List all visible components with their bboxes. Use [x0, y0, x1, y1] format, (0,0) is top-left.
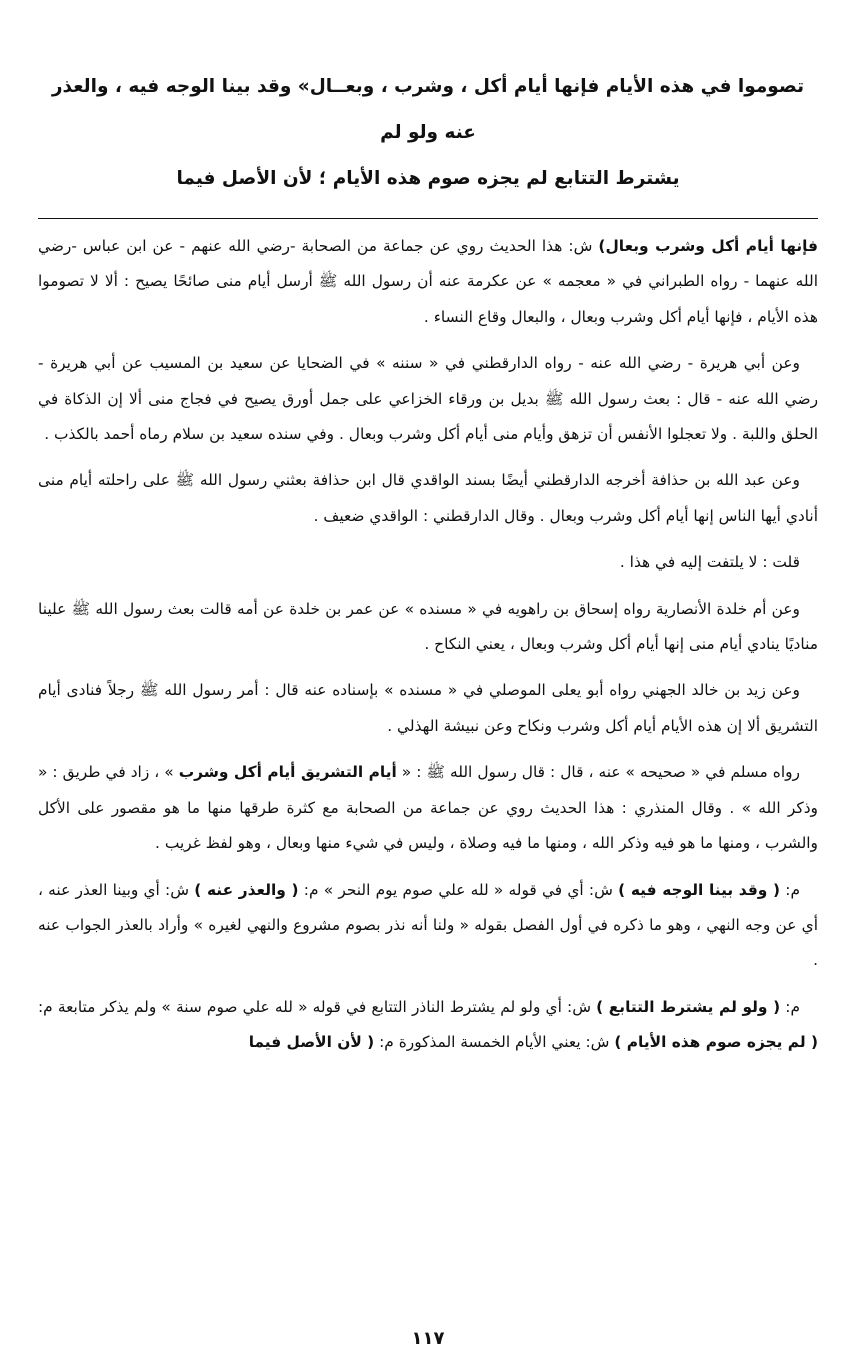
- matn-quote: ( لأن الأصل فيما: [248, 1033, 375, 1052]
- commentary-text: وعن أم خلدة الأنصارية رواه إسحاق بن راهويه في « مسنده » عن عمر بن خلدة عن أمه قالت بعث رسول الله ﷺ علينا مناديًا ينادي أيام منى إنها أيام أكل وشرب وبعال ، يعني النكاح .: [38, 599, 818, 654]
- commentary-paragraph-5: [38, 592, 818, 663]
- commentary-text: ش: أي في قوله « لله علي صوم يوم النحر » م:: [298, 880, 619, 899]
- commentary-paragraph-9: [38, 990, 818, 1061]
- document-page: [38, 64, 818, 1367]
- matn-quote: ( وقد بينا الوجه فيه ): [618, 880, 781, 899]
- matn-line-1: تصوموا في هذه الأيام فإنها أيام أكل ، وشرب ، وبعــال» وقد بينا الوجه فيه ، والعذر عنه ولو لم: [51, 76, 805, 143]
- commentary-paragraph-4: [38, 545, 818, 580]
- commentary-text: وعن زيد بن خالد الجهني رواه أبو يعلى الموصلي في « مسنده » بإسناده عنه قال : أمر رسول الله ﷺ رجلاً فنادى أيام التشريق ألا إن هذه الأيام أيام أكل وشرب ونكاح وعن نبيشة الهذلي .: [38, 681, 818, 735]
- commentary-text: ش: أي ولو لم يشترط الناذر التتابع في قوله « لله علي صوم سنة » ولم يذكر متابعة م:: [38, 997, 597, 1016]
- commentary-paragraph-2: [38, 346, 818, 452]
- matn-text: [38, 64, 818, 202]
- matn-quote: ( ولو لم يشترط التتابع ): [596, 997, 781, 1016]
- commentary-text: » ، زاد في طريق : « وذكر الله » . وقال المنذري : هذا الحديث روي عن جماعة من الصحابة مع كثرة طرقها منها ما هو مقصور على الأكل والشرب ، ومنها ما هو فيه وذكر الله ، ومنها ما فيه وصلاة ، وليس في شيء منها وبعال ، وهو لفظ غريب .: [38, 763, 818, 853]
- page-number: ١١٧: [411, 1328, 445, 1349]
- commentary-paragraph-1: [38, 229, 818, 335]
- commentary-paragraph-7: [38, 755, 818, 861]
- matn-line-2: يشترط التتابع لم يجزه صوم هذه الأيام ؛ لأن الأصل فيما: [176, 168, 680, 189]
- commentary-text: م:: [780, 997, 800, 1016]
- commentary-text: وعن عبد الله بن حذافة أخرجه الدارقطني أيضًا بسند الواقدي قال ابن حذافة بعثني رسول الله ﷺ على راحلته أيام منى أنادي أيها الناس إنها أيام أكل وشرب وبعال . وقال الدارقطني : الواقدي ضعيف .: [38, 471, 818, 525]
- commentary-text: ش: هذا الحديث روي عن جماعة من الصحابة -رضي الله عنهم - عن ابن عباس -رضي الله عنهما - رواه الطبراني في « معجمه » عن عكرمة عنه أن رسول الله ﷺ أرسل أيام منى صائحًا يصيح : ألا لا تصوموا هذه الأيام ، فإنها أيام أكل وشرب وبعال ، والبعال وقاع النساء .: [38, 237, 818, 326]
- commentary-text: رواه مسلم في « صحيحه » عنه ، قال : قال رسول الله ﷺ : «: [396, 763, 800, 782]
- matn-divider: [38, 218, 818, 219]
- commentary: [38, 229, 818, 1061]
- commentary-paragraph-8: [38, 873, 818, 979]
- matn-quote: فإنها أيام أكل وشرب وبعال): [598, 237, 818, 255]
- commentary-text: م:: [780, 880, 800, 899]
- commentary-text: ش: أي وبينا العذر عنه ، أي عن وجه النهي ، وهو ما ذكره في أول الفصل بقوله « ولنا أنه نذر بصوم مشروع والنهي لغيره » وأراد بالعذر الجواب عنه .: [38, 880, 818, 970]
- matn-quote: ( لم يجزه صوم هذه الأيام ): [614, 1033, 818, 1052]
- commentary-text: وعن أبي هريرة - رضي الله عنه - رواه الدارقطني في « سننه » في الضحايا عن سعيد بن المسيب عن أبي هريرة - رضي الله عنه - قال : بعث رسول الله ﷺ بديل بن ورقاء الخزاعي على جمل أورق يصيح في فجاج منى ألا إن الذكاة في الحلق واللبة . ولا تعجلوا الأنفس أن تزهق وأيام منى أيام أكل وشرب وبعال . وفي سنده سعيد بن سلام رماه أحمد بالكذب .: [38, 354, 818, 444]
- hadith-quote: أيام التشريق أيام أكل وشرب: [178, 763, 397, 782]
- commentary-paragraph-3: [38, 463, 818, 534]
- matn-quote: ( والعذر عنه ): [194, 880, 299, 899]
- commentary-text: قلت : لا يلتفت إليه في هذا .: [619, 553, 800, 572]
- commentary-paragraph-6: [38, 673, 818, 744]
- commentary-text: ش: يعني الأيام الخمسة المذكورة م:: [374, 1033, 615, 1052]
